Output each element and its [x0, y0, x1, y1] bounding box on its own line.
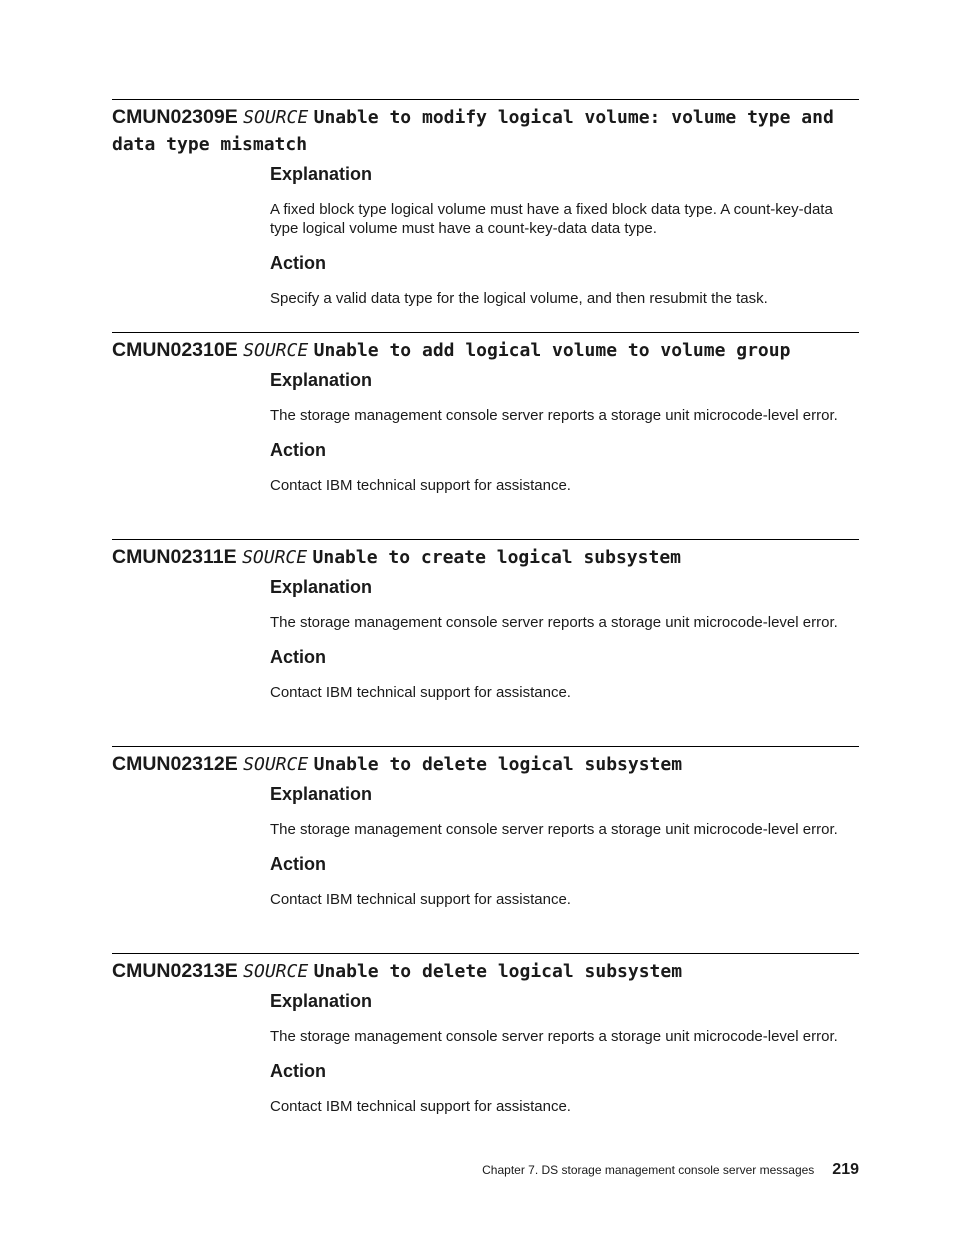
- action-heading: Action: [270, 854, 326, 874]
- explanation-heading: Explanation: [270, 370, 373, 390]
- explanation-heading: Explanation: [270, 991, 373, 1011]
- message-block: [112, 953, 859, 1116]
- message-source: SOURCE: [243, 961, 309, 982]
- message-code: CMUN02310E: [112, 339, 238, 361]
- message-code: CMUN02309E: [112, 106, 238, 128]
- section-divider: [112, 99, 859, 100]
- action-text: Contact IBM technical support for assistance.: [270, 477, 571, 494]
- message-body: [270, 576, 859, 702]
- message-block: [112, 332, 859, 495]
- message-code: CMUN02311E: [112, 546, 237, 568]
- section-divider: [112, 332, 859, 333]
- section-divider: [112, 539, 859, 540]
- message-heading: [112, 544, 859, 571]
- explanation-heading: Explanation: [270, 784, 373, 804]
- chapter-title: Chapter 7. DS storage management console server messages: [482, 1163, 815, 1177]
- explanation-text: The storage management console server reports a storage unit microcode-level error.: [270, 1028, 838, 1045]
- message-body: [270, 783, 859, 909]
- message-heading: [112, 104, 859, 158]
- action-text: Specify a valid data type for the logical volume, and then resubmit the task.: [270, 290, 768, 307]
- action-text: Contact IBM technical support for assistance.: [270, 891, 571, 908]
- action-heading: Action: [270, 1061, 326, 1081]
- message-block: [112, 539, 859, 702]
- message-text: Unable to delete logical subsystem: [313, 754, 683, 775]
- message-heading: [112, 751, 859, 778]
- explanation-text: A fixed block type logical volume must have a fixed block data type. A count-key-data type logical volume must have a count-key-data data type.: [270, 201, 833, 237]
- action-text: Contact IBM technical support for assistance.: [270, 684, 571, 701]
- section-divider: [112, 746, 859, 747]
- message-source: SOURCE: [243, 340, 309, 361]
- explanation-text: The storage management console server reports a storage unit microcode-level error.: [270, 614, 838, 631]
- message-text: Unable to add logical volume to volume group: [313, 340, 791, 361]
- message-source: SOURCE: [243, 107, 309, 128]
- message-text: Unable to modify logical volume: volume type and data type mismatch: [112, 107, 834, 155]
- message-heading: [112, 958, 859, 985]
- message-body: [270, 369, 859, 495]
- message-body: [270, 990, 859, 1116]
- message-text: Unable to create logical subsystem: [312, 547, 681, 568]
- section-divider: [112, 953, 859, 954]
- action-heading: Action: [270, 440, 326, 460]
- message-code: CMUN02313E: [112, 960, 238, 982]
- action-heading: Action: [270, 647, 326, 667]
- action-heading: Action: [270, 253, 326, 273]
- explanation-heading: Explanation: [270, 577, 373, 597]
- message-text: Unable to delete logical subsystem: [313, 961, 683, 982]
- message-heading: [112, 337, 859, 364]
- message-block: [112, 99, 859, 308]
- explanation-heading: Explanation: [270, 164, 373, 184]
- message-code: CMUN02312E: [112, 753, 238, 775]
- message-source: SOURCE: [242, 547, 308, 568]
- message-source: SOURCE: [243, 754, 309, 775]
- explanation-text: The storage management console server reports a storage unit microcode-level error.: [270, 407, 838, 424]
- message-block: [112, 746, 859, 909]
- page-footer: [482, 1161, 859, 1179]
- action-text: Contact IBM technical support for assistance.: [270, 1098, 571, 1115]
- explanation-text: The storage management console server reports a storage unit microcode-level error.: [270, 821, 838, 838]
- page-number: 219: [832, 1161, 859, 1178]
- message-body: [270, 163, 859, 308]
